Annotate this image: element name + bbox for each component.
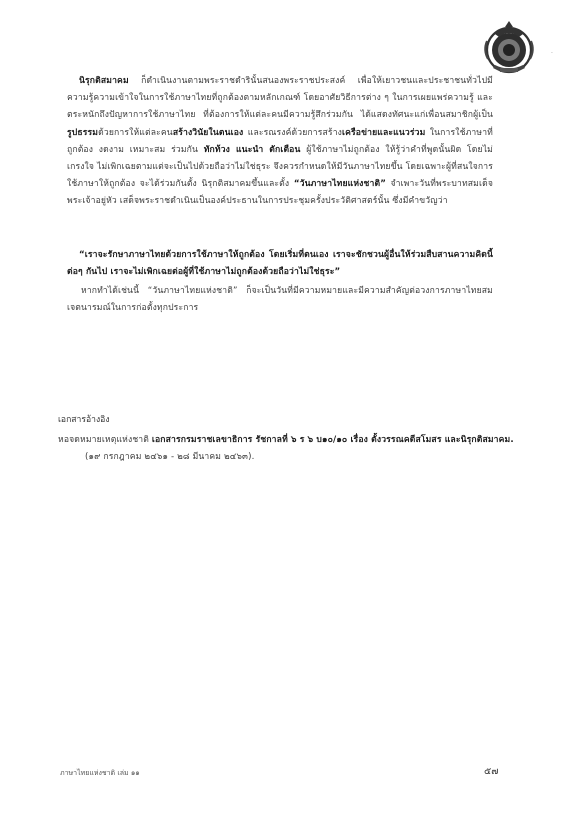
footer-publication: ภาษาไทยแห่งชาติ เล่ม ๑๑ (60, 769, 140, 777)
motto-quote: “เราจะรักษาภาษาไทยด้วยการใช้ภาษาให้ถูกต้อง โดยเริ่มที่ตนเอง เราจะชักชวนผู้อื่นให้ร่วมสืบสานความคิดนี้ต่อๆ กันไป เราจะไม่เพิกเฉยต่อผู้ที่ใช้ภาษาไม่ถูกต้องด้วยถือว่าไม่ใช่ธุระ” (67, 250, 493, 278)
paragraph-text: จำเพาะวันที่พระบาทสมเด็จพระเจ้าอยู่หัว เสด็จพระราชดำเนินเป็นองค์ประธานในการประชุมครั้งประวัติศาสตร์นั้น ซึ่งมีคำขวัญว่า (67, 179, 494, 207)
bold-phrase: รูปธรรม (67, 127, 99, 138)
bold-phrase: สร้างวินัยในตนเอง (172, 127, 244, 138)
paragraph-text: และรณรงค์ด้วยการสร้าง (243, 127, 343, 138)
royal-institute-seal-icon (479, 19, 539, 79)
reference-entry (58, 432, 515, 466)
references-heading: เอกสารอ้างอิง (58, 415, 110, 425)
page-number: ๕๗ (484, 766, 499, 777)
paragraph-text: ผู้ใช้ภาษาไม่ถูกต้อง ให้รู้ว่าคำที่พูดนั้นผิด โดยไม่เกรงใจ ไม่เพิกเฉยตามแต่จะเป็นไปด้วยถือว่าไม่ใช่ธุระ จึงควรกำหนดให้มีวันภาษาไทยขึ้น โดยเฉพาะผู้ที่สนใจการใช้ภาษาให้ถูกต้อง จะได้ร่วมกันตั้ง นิรุกติสมาคมขึ้นและตั้ง (67, 144, 493, 190)
bold-society-name: นิรุกติสมาคม (79, 76, 129, 86)
paragraph-text: ในการใช้ภาษาที่ถูกต้อง งดงาม เหมาะสม ร่วมกัน (67, 127, 493, 155)
bold-phrase: เครือข่ายและแนวร่วม (342, 127, 426, 138)
bold-phrase: ทักท้วง แนะนำ ตักเตือน (203, 144, 301, 155)
reference-source: หอจดหมายเหตุแห่งชาติ (58, 435, 152, 445)
reference-date: (๑๙ กรกฎาคม ๒๔๖๑ - ๒๘ มีนาคม ๒๔๖๓). (85, 452, 255, 463)
closing-paragraph: หากทำได้เช่นนี้ “วันภาษาไทยแห่งชาติ” ก็จะเป็นวันที่มีความหมายและมีความสำคัญต่อวงการภาษาไทยสมเจตนารมณ์ในการก่อตั้งทุกประการ (67, 286, 493, 314)
paragraph-nirukti-samakhom (67, 73, 493, 211)
reference-title: เอกสารกรมราชเลขาธิการ รัชกาลที่ ๖ ร ๖ บ๑๐/๑๐ เรื่อง ตั้งวรรณคดีสโมสร และนิรุกติสมาคม. (151, 435, 514, 445)
bold-phrase: “วันภาษาไทยแห่งชาติ” (293, 179, 387, 190)
paragraph-text: ก็ดำเนินงานตามพระราชดำรินั้นสนองพระราชประสงค์ เพื่อให้เยาวชนและประชาชนทั่วไปมีความรู้ความเข้าใจในการใช้ภาษาไทยที่ถูกต้องตามหลักเกณฑ์ โดยอาศัยวิธีการต่าง ๆ ในการเผยแพร่ความรู้ และตระหนักถึงปัญหาการใช้ภาษาไทย ที่ต้องการให้แต่ละคนมีความรู้สึกร่วมกัน ได้แสดงทัศนะแก่เพื่อนสมาชิกผู้เป็น (67, 76, 493, 121)
paragraph-text: ด้วยการให้แต่ละคน (98, 127, 173, 138)
corner-mark: · (551, 50, 553, 57)
